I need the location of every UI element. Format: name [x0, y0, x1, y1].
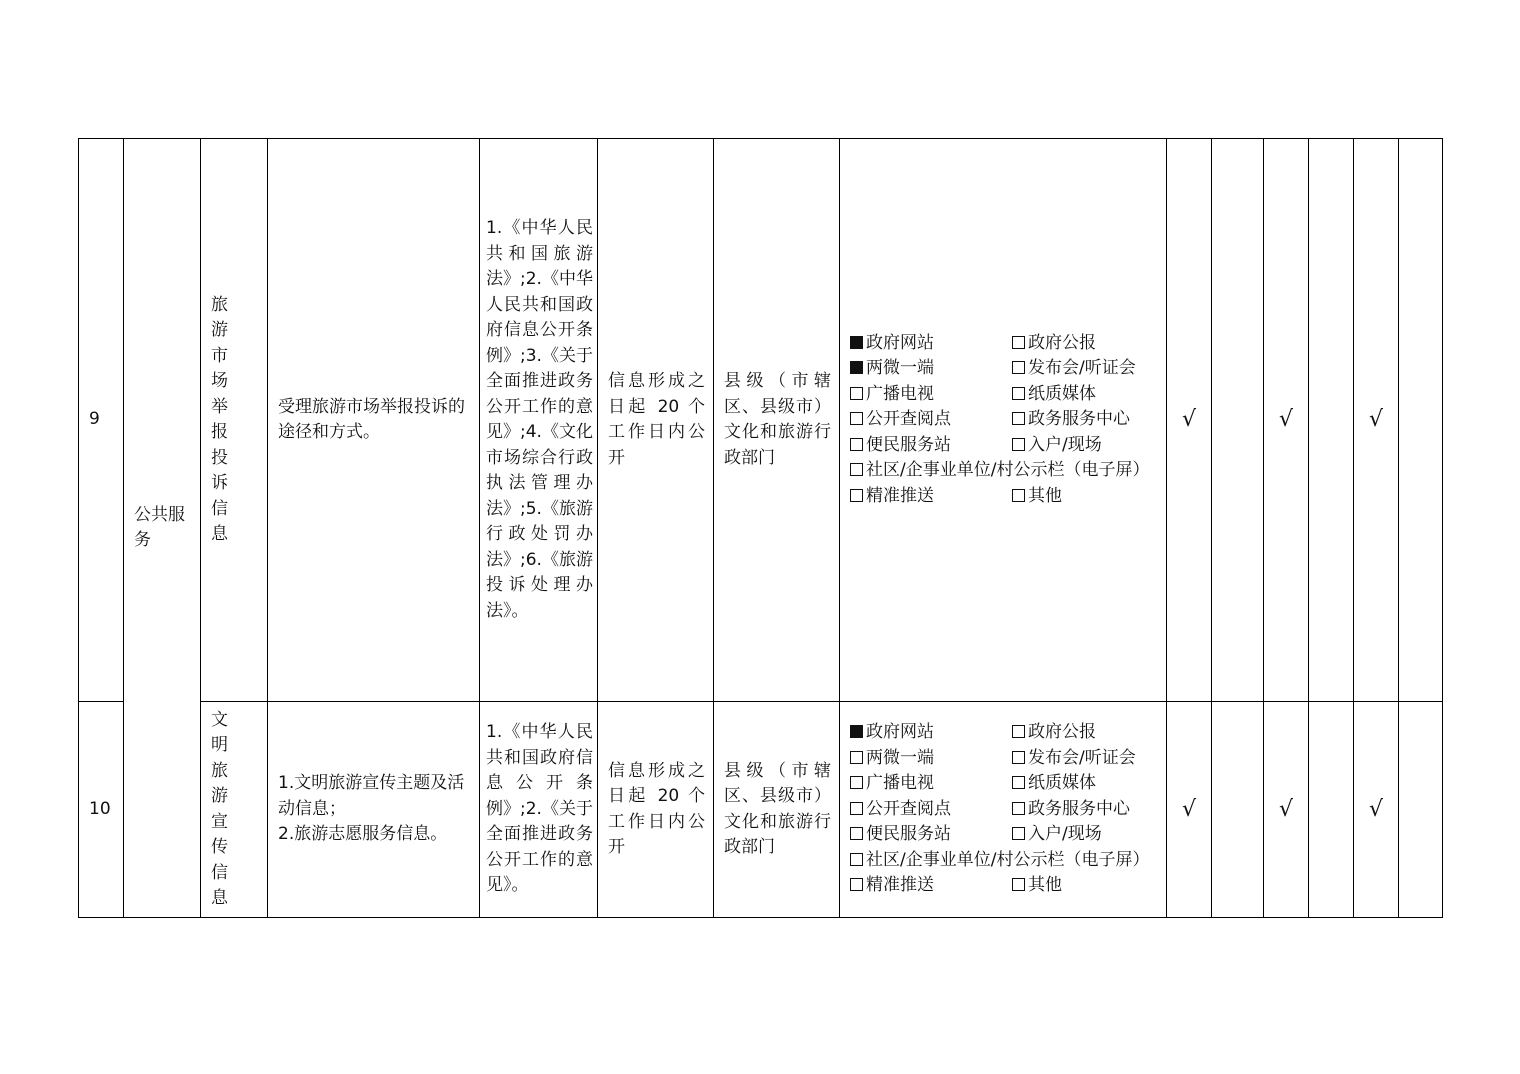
item-name: 文明旅游宣传信息	[201, 702, 268, 918]
time-limit: 信息形成之日起 20 个工作日内公开	[598, 139, 714, 702]
channel-option[interactable]: 政府公报	[1012, 720, 1096, 746]
checkbox-icon	[850, 776, 863, 789]
channel-option[interactable]: 广播电视	[850, 382, 1012, 408]
channel-option[interactable]: 政府公报	[1012, 331, 1096, 357]
channel-option[interactable]: 两微一端	[850, 356, 1012, 382]
item-content	[268, 702, 480, 918]
checkbox-icon	[1012, 489, 1025, 502]
checkbox-icon	[1012, 776, 1025, 789]
checkbox-icon	[1012, 361, 1025, 374]
checkbox-icon	[850, 751, 863, 764]
checkbox-icon	[1012, 387, 1025, 400]
checkbox-icon	[1012, 412, 1025, 425]
channel-option[interactable]: 入户/现场	[1012, 822, 1102, 848]
checkbox-icon	[1012, 336, 1025, 349]
content-line: 2.旅游志愿服务信息。	[278, 824, 448, 845]
check-mark: √	[1354, 702, 1399, 918]
checkbox-icon	[1012, 878, 1025, 891]
disclosure-channels	[840, 702, 1167, 918]
check-mark	[1399, 702, 1443, 918]
checkbox-icon	[850, 387, 863, 400]
checkbox-icon	[1012, 827, 1025, 840]
channel-option[interactable]: 发布会/听证会	[1012, 746, 1136, 772]
checkbox-checked-icon	[850, 336, 863, 349]
channel-option[interactable]: 两微一端	[850, 746, 1012, 772]
channel-option[interactable]: 社区/企事业单位/村公示栏（电子屏）	[850, 458, 1158, 484]
channel-option[interactable]: 纸质媒体	[1012, 382, 1096, 408]
checkbox-icon	[850, 438, 863, 451]
check-mark	[1309, 702, 1354, 918]
table-row	[79, 702, 1443, 918]
category-cell: 公共服务	[124, 139, 201, 918]
checkbox-icon	[1012, 802, 1025, 815]
channel-option[interactable]: 社区/企事业单位/村公示栏（电子屏）	[850, 848, 1158, 874]
row-number: 9	[79, 139, 124, 702]
legal-basis: 1.《中华人民共和国旅游法》;2.《中华人民共和国政府信息公开条例》;3.《关于全面推进政务公开工作的意见》;4.《文化市场综合行政执法管理办法》;5.《旅游行政处罚办法》;6.《旅游投诉处理办法》。	[480, 139, 598, 702]
row-number: 10	[79, 702, 124, 918]
check-mark	[1309, 139, 1354, 702]
check-mark	[1399, 139, 1443, 702]
channel-option[interactable]: 精准推送	[850, 873, 1012, 899]
check-mark: √	[1167, 139, 1212, 702]
checkbox-icon	[850, 802, 863, 815]
channel-option[interactable]: 政府网站	[850, 331, 1012, 357]
checkbox-icon	[850, 412, 863, 425]
channel-option[interactable]: 公开查阅点	[850, 797, 1012, 823]
check-mark: √	[1264, 702, 1309, 918]
checkbox-icon	[1012, 438, 1025, 451]
responsible-subject: 县级（市辖区、县级市）文化和旅游行政部门	[714, 702, 840, 918]
time-limit: 信息形成之日起 20 个工作日内公开	[598, 702, 714, 918]
channel-option[interactable]: 政务服务中心	[1012, 407, 1130, 433]
checkbox-icon	[850, 827, 863, 840]
item-content: 受理旅游市场举报投诉的途径和方式。	[268, 139, 480, 702]
channel-option[interactable]: 政务服务中心	[1012, 797, 1130, 823]
channel-option[interactable]: 便民服务站	[850, 822, 1012, 848]
channel-option[interactable]: 其他	[1012, 873, 1062, 899]
check-mark: √	[1264, 139, 1309, 702]
channel-option[interactable]: 精准推送	[850, 484, 1012, 510]
check-mark: √	[1354, 139, 1399, 702]
checkbox-checked-icon	[850, 725, 863, 738]
checkbox-icon	[850, 489, 863, 502]
channel-option[interactable]: 入户/现场	[1012, 433, 1102, 459]
checkbox-icon	[850, 878, 863, 891]
responsible-subject: 县级（市辖区、县级市）文化和旅游行政部门	[714, 139, 840, 702]
channel-option[interactable]: 便民服务站	[850, 433, 1012, 459]
content-line: 1.文明旅游宣传主题及活动信息；	[278, 773, 465, 819]
legal-basis: 1.《中华人民共和国政府信息公开条例》;2.《关于全面推进政务公开工作的意见》。	[480, 702, 598, 918]
check-mark: √	[1167, 702, 1212, 918]
checkbox-icon	[1012, 751, 1025, 764]
channel-option[interactable]: 公开查阅点	[850, 407, 1012, 433]
disclosure-table	[78, 138, 1443, 918]
check-mark	[1212, 139, 1264, 702]
channel-option[interactable]: 政府网站	[850, 720, 1012, 746]
checkbox-icon	[850, 853, 863, 866]
checkbox-checked-icon	[850, 361, 863, 374]
item-name: 旅游市场举报投诉信息	[201, 139, 268, 702]
checkbox-icon	[850, 463, 863, 476]
channel-option[interactable]: 纸质媒体	[1012, 771, 1096, 797]
channel-option[interactable]: 其他	[1012, 484, 1062, 510]
channel-option[interactable]: 广播电视	[850, 771, 1012, 797]
channel-option[interactable]: 发布会/听证会	[1012, 356, 1136, 382]
table-row	[79, 139, 1443, 702]
disclosure-channels	[840, 139, 1167, 702]
checkbox-icon	[1012, 725, 1025, 738]
check-mark	[1212, 702, 1264, 918]
